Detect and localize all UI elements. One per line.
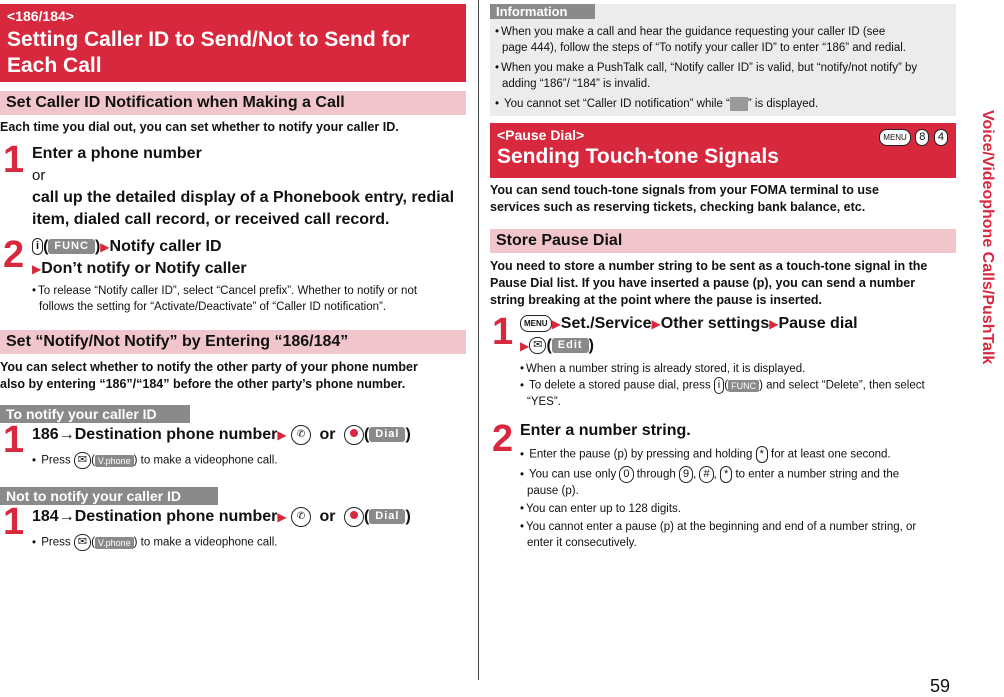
vphone-softkey-icon: V.phone xyxy=(95,537,134,549)
page-number: 59 xyxy=(930,676,951,696)
notify-note-pre: Press xyxy=(41,454,71,467)
section-heading-caller-id: Set Caller ID Notification when Making a Call xyxy=(0,91,466,115)
mail-key-icon: ✉ xyxy=(74,452,91,469)
step1-line4: item, dialed call record, or received call record. xyxy=(32,211,390,228)
star-key-icon: * xyxy=(756,446,768,463)
call-key-icon: ✆ xyxy=(291,425,311,445)
pause-step2-note3: • You can enter up to 128 digits. xyxy=(520,501,960,517)
info-b2-line2: adding “186”/ “184” is invalid. xyxy=(502,78,651,90)
star-key-icon: * xyxy=(720,466,732,483)
dial-softkey-icon: Dial xyxy=(369,509,405,524)
tag-to-notify: To notify your caller ID xyxy=(0,405,190,423)
info-b3-post: ” is displayed. xyxy=(747,98,819,110)
func-softkey-icon: FUNC xyxy=(728,380,759,392)
pause-step2-title: Enter a number string. xyxy=(520,422,691,439)
right-banner-tag: <Pause Dial> xyxy=(497,127,585,143)
pause-step2-note2: • You can use only 0 through 9 , # , * to enter a number string and the xyxy=(520,466,960,483)
arrow-icon: ▶ xyxy=(651,317,661,331)
not-notify-or: or xyxy=(319,508,336,525)
pause-intro-line1: You can send touch-tone signals from your FOMA terminal to use xyxy=(490,183,879,197)
i-mode-key-icon: i xyxy=(714,377,724,394)
section-heading-186-184: Set “Notify/Not Notify” by Entering “186/184” xyxy=(0,330,466,354)
pause-step2 xyxy=(520,420,960,551)
key-9-icon: 9 xyxy=(679,466,693,483)
arrow-icon: ▶ xyxy=(32,262,42,276)
left-banner-title-line1: Setting Caller ID to Send/Not to Send for xyxy=(7,28,410,51)
pause-intro xyxy=(490,182,879,216)
step2-text xyxy=(32,236,466,315)
info-b2-line1: • When you make a PushTalk call, “Notify caller ID” is valid, but “notify/not notify” by xyxy=(495,60,950,76)
step2-note-line2: follows the setting for “Activate/Deactivate” of “Caller ID notification”. xyxy=(39,301,387,313)
menu-key-icon: MENU xyxy=(520,315,552,332)
not-notify-note-pre: Press xyxy=(41,536,71,549)
pause-path3: Pause dial xyxy=(778,315,858,332)
arrow-icon: ▶ xyxy=(100,240,110,254)
step2-line1: i ( FUNC )▶Notify caller ID xyxy=(32,236,466,258)
notify-step-line: 186→Destination phone number▶ ✆ or ( Dial ) xyxy=(32,426,411,443)
step1-text xyxy=(32,143,466,231)
section1-intro: Each time you dial out, you can set whether to notify your caller ID. xyxy=(0,120,399,134)
info-b3 xyxy=(495,96,950,112)
section2-intro-line1: You can select whether to notify the other party of your phone number xyxy=(0,360,418,374)
section-heading-store-pause: Store Pause Dial xyxy=(490,229,956,253)
i-mode-key-icon: i xyxy=(32,238,43,255)
pause-step1-note2-pre: To delete a stored pause dial, press xyxy=(529,379,711,392)
left-banner-tag: <186/184> xyxy=(7,8,74,24)
key-0-icon: 0 xyxy=(619,466,633,483)
column-divider xyxy=(478,0,479,680)
step2-line2 xyxy=(32,258,466,280)
store-pause-intro-line3: string breaking at the point where the pause is inserted. xyxy=(490,293,823,307)
pause-step2-n2-mid: through xyxy=(636,468,676,481)
step2-number: 2 xyxy=(3,234,25,276)
info-b3-pre: You cannot set “Caller ID notification” while “ xyxy=(504,98,730,110)
not-notify-step-text: 184→Destination phone number xyxy=(32,508,278,525)
arrow-icon: ▶ xyxy=(277,510,287,524)
pause-step2-note2-line2: pause (p). xyxy=(527,485,579,497)
center-key-icon xyxy=(344,425,364,445)
side-tab: Voice/Videophone Calls/PushTalk xyxy=(979,110,996,365)
not-notify-step xyxy=(32,506,466,551)
step1-number: 1 xyxy=(3,139,25,181)
notify-step xyxy=(32,424,466,469)
pause-step2-note4-line1: • You cannot enter a pause (p) at the beginning and end of a number string, or xyxy=(520,519,960,535)
step2-note-line1: • To release “Notify caller ID”, select “Cancel prefix”. Whether to notify or not xyxy=(32,283,466,299)
notify-step-text: 186→Destination phone number xyxy=(32,426,278,443)
edit-softkey-icon: Edit xyxy=(552,338,589,353)
hash-key-icon: # xyxy=(699,466,713,483)
pause-step1-note2-post: and select “Delete”, then select xyxy=(766,379,925,392)
pause-step2-n1-post: for at least one second. xyxy=(771,448,891,461)
center-key-icon xyxy=(344,507,364,527)
shortcut-keys xyxy=(879,129,948,147)
information-box xyxy=(490,4,956,116)
information-tag: Information xyxy=(490,4,595,19)
section2-intro xyxy=(0,359,418,393)
pause-path1: Set./Service xyxy=(560,315,652,332)
left-title-banner xyxy=(0,4,466,82)
pause-step1-note1: • When a number string is already stored, it is displayed. xyxy=(520,361,960,377)
notify-step-number: 1 xyxy=(3,419,25,461)
menu-key-icon: MENU xyxy=(879,129,911,146)
info-b1-line2: page 444), follow the steps of “To notify your caller ID” to enter “186” and redial. xyxy=(502,42,906,54)
store-pause-intro-line2: Pause Dial list. If you have inserted a pause (p), you can send a number xyxy=(490,276,916,290)
mail-key-icon: ✉ xyxy=(529,337,546,354)
arrow-icon: ▶ xyxy=(551,317,561,331)
right-banner-title: Sending Touch-tone Signals xyxy=(497,145,779,168)
arrow-icon: ▶ xyxy=(520,339,530,353)
pause-path2: Other settings xyxy=(660,315,770,332)
pause-step1-line1 xyxy=(520,313,960,335)
call-key-icon: ✆ xyxy=(291,507,311,527)
func-softkey-icon: FUNC xyxy=(48,239,95,254)
arrow-icon: ▶ xyxy=(769,317,779,331)
notify-or: or xyxy=(319,426,336,443)
section2-intro-line2: also by entering “186”/“184” before the other party’s phone number. xyxy=(0,377,406,391)
status-indicator-icon xyxy=(730,97,748,111)
notify-note-post: to make a videophone call. xyxy=(140,454,278,467)
pause-step1-line2: ▶ ✉ ( Edit ) xyxy=(520,337,594,354)
vphone-softkey-icon: V.phone xyxy=(95,455,134,467)
not-notify-step-number: 1 xyxy=(3,501,25,543)
pause-step2-note1 xyxy=(520,446,960,463)
store-pause-intro xyxy=(490,258,927,309)
pause-intro-line2: services such as reserving tickets, checking bank balance, etc. xyxy=(490,200,866,214)
dial-softkey-icon: Dial xyxy=(369,427,405,442)
not-notify-note-post: to make a videophone call. xyxy=(140,536,278,549)
store-pause-intro-line1: You need to store a number string to be sent as a touch-tone signal in the xyxy=(490,259,928,273)
key-8-icon: 8 xyxy=(915,129,929,146)
step1-line3: call up the detailed display of a Phonebook entry, redial xyxy=(32,189,455,206)
tag-not-notify: Not to notify your caller ID xyxy=(0,487,218,505)
info-b1-line1: • When you make a call and hear the guidance requesting your caller ID (see xyxy=(495,24,950,40)
not-notify-step-line: 184→Destination phone number▶ ✆ or ( Dial ) xyxy=(32,508,411,525)
right-title-banner xyxy=(490,123,956,178)
pause-step2-note4-line2: enter it consecutively. xyxy=(527,537,637,549)
step2-part2: Don’t notify or Notify caller xyxy=(41,260,247,277)
key-4-icon: 4 xyxy=(934,129,948,146)
pause-step1-number: 1 xyxy=(492,311,514,353)
pause-step1-note2-line2: “YES”. xyxy=(527,396,561,408)
pause-step2-n1-pre: Enter the pause (p) by pressing and holding xyxy=(529,448,753,461)
notify-note: • Press ✉ ( V.phone ) to make a videophone call. xyxy=(32,452,466,469)
pause-step2-n2-post: to enter a number string and the xyxy=(735,468,900,481)
left-banner-title-line2: Each Call xyxy=(7,54,102,77)
pause-step1 xyxy=(520,313,960,410)
arrow-icon: ▶ xyxy=(277,428,287,442)
pause-step2-number: 2 xyxy=(492,418,514,460)
mail-key-icon: ✉ xyxy=(74,534,91,551)
step1-line1: Enter a phone number xyxy=(32,145,202,162)
pause-step2-n2-pre: You can use only xyxy=(529,468,617,481)
not-notify-note: • Press ✉ ( V.phone ) to make a videophone call. xyxy=(32,534,466,551)
step1-line2: or xyxy=(32,167,46,184)
pause-step1-note2: • To delete a stored pause dial, press i ( FUNC ) and select “Delete”, then select xyxy=(520,377,960,394)
step2-part1: Notify caller ID xyxy=(109,238,222,255)
